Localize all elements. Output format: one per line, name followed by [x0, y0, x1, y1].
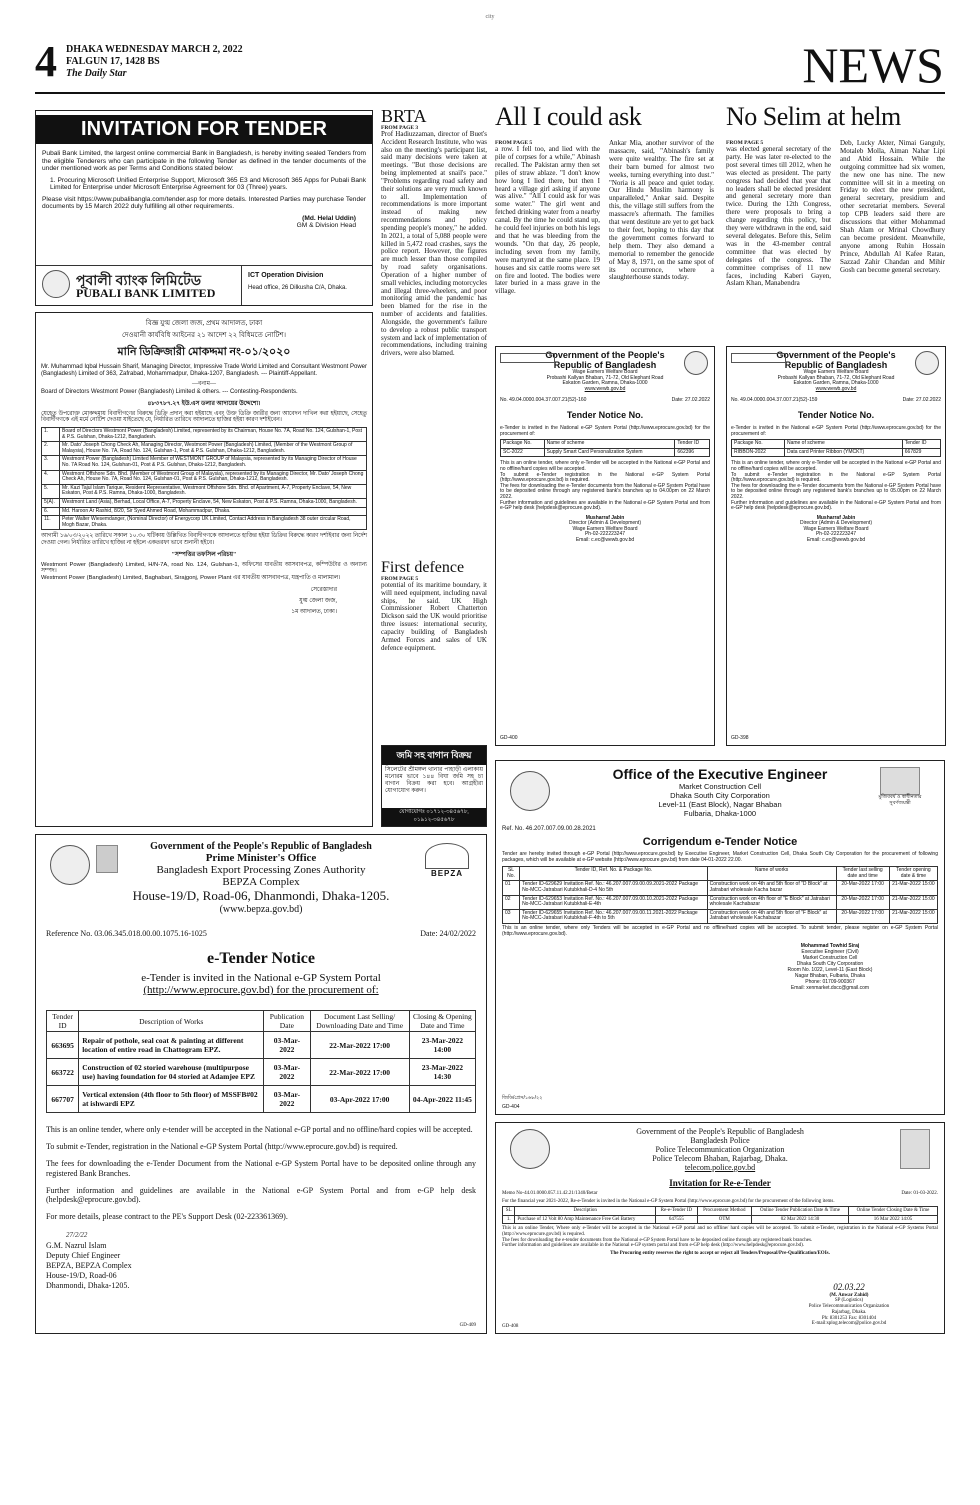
all-i-could-ask-col2	[609, 140, 714, 282]
wage2-addr: Probashi Kallyan Bhaban, 71-72, Old Elephant Road	[777, 374, 895, 381]
exec-table-cell: Construction work on 4th and 5th floor of "F Block" at Jatrabari wholesale Kachabazar	[707, 909, 836, 923]
mujib-badge	[870, 767, 930, 806]
bepza-table-header: Closing & Opening Date and Time	[409, 1011, 475, 1032]
police-title: Invitation for Re-e-Tender	[669, 1178, 771, 1188]
land-ad-title: জমি সহ বাগান বিক্রয়	[382, 746, 486, 765]
masthead-date: DHAKA WEDNESDAY MARCH 2, 2022	[66, 44, 243, 55]
bepza-sub2: (http://www.eprocure.gov.bd) for the procurement of:	[143, 984, 379, 996]
section-label: city	[485, 14, 495, 20]
bepza-ref: Reference No. 03.06.345.018.00.00.1075.16-1025	[46, 929, 207, 938]
police-s3: Police Telecommunication Organization	[808, 1304, 890, 1309]
police-p4: The Procuring entity reserves the right to accept or reject all Tenders/Proposal/Pre-Qualification/EOIs.	[610, 1250, 830, 1256]
wage2-signer: Musharraf Jabin	[816, 514, 856, 521]
exec-gd: GD-404	[502, 1104, 520, 1111]
bepza-table-cell: Construction of 02 storied warehouse (multipurpose use) having foundation for 04 storied at Adamjee EPZ	[79, 1059, 264, 1086]
no-selim-col2	[840, 140, 945, 274]
bepza-sub: e-Tender is invited in the National e-GP System Portal	[141, 972, 381, 984]
pubali-tender-ad	[35, 110, 373, 306]
wage2-cell: Data card Printer Ribbon (YMCKT)	[784, 448, 902, 457]
wage2-cell: RIBBON-2022	[732, 448, 785, 457]
court-row-number: 6.	[42, 507, 60, 516]
exec-s3: Market Construction Cell	[802, 955, 858, 962]
section-title: NEWS	[802, 37, 944, 93]
wage1-table	[500, 439, 710, 457]
first-defence-body: potential of its maritime boundary, it will need equipment, including naval ships, he said. UK High Commissioner Robert Chatterton Dickson said the UK would prioritise three issues: international security, capacity building of Bangladesh Armed Forces and sales of UK defence equipment.	[381, 581, 487, 652]
exec-table-cell: 20-Mar-2022 17:00	[836, 895, 889, 909]
exec-s8: Email: xenmarket.dscc@gmail.com	[790, 985, 870, 992]
bepza-table	[46, 1010, 476, 1113]
wage1-signer: Musharraf Jabin	[585, 514, 625, 521]
court-h1: বিজ্ঞ যুগ্ম জেলা জজ, প্রথম আদালত, ঢাকা	[145, 319, 263, 327]
police-p1: This is an online Tender, Where only e-Tender will be accepted in the National e-GP portal and no offline/ hard copies will be accepted. To submit e-Tender, registration in the National e-GP Systems Portal (http://www.eprocure.gov.bd) is required.	[502, 1226, 938, 1237]
wage2-org: Wage Earners Welfare Board	[803, 369, 869, 375]
bepza-table-cell: 03-Mar-2022	[264, 1059, 310, 1086]
police-table-header: Description	[515, 1207, 656, 1216]
wage2-web[interactable]: www.wewb.gov.bd	[815, 385, 857, 392]
court-h2: দেওয়ানী কার্যবিধি আইনের ২১ আদেশ ২২ বিধিমতে নোটিশ।	[122, 331, 286, 339]
all-i-could-ask-article	[495, 104, 715, 130]
exec-table-cell: Tender ID-629653 Invitation Ref. No.: 46.207.007.09.00.10.2021-2022 Package No-MCC-Jatrabari Kutubkhali-E-4th	[520, 895, 708, 909]
all-i-could-ask-from: FROM PAGE 5	[495, 140, 533, 146]
police-date: Date: 01-03-2022.	[901, 1191, 938, 1196]
exec-s2: Executive Engineer (Civil)	[801, 949, 859, 956]
court-row-text: Peter Walter Wiesemdanger, (Nominal Director) of Energycorp UK Limited, Contact Address in Bangladesh 38 outer circular Road, Mogh Bazar, Dhaka.	[60, 516, 367, 530]
police-table-cell: 647555	[656, 1215, 698, 1224]
wage1-th: Package No.	[501, 440, 545, 449]
wage2-gov2: Republic of Bangladesh	[784, 360, 888, 370]
wage1-p3: The fees for downloading the e-Tender documents from the National e-GP System Portal have to be deposited online through any registered bank's branches up to 04.00pm on 22 March 2022.	[500, 482, 710, 500]
bepza-p4: Further information and guidelines are available in the National e-GP System Portal and from e-GP help desk (helpdesk@eprocure.gov.bd).	[46, 1185, 476, 1204]
exec-table-header: Tender opening date & time	[889, 867, 937, 881]
bepza-table-cell: 22-Mar-2022 17:00	[310, 1032, 409, 1059]
bepza-mujib-logo-icon	[50, 845, 90, 885]
wage1-lead: e-Tender is invited in the National e-GP System Portal (http://www.eprocure.gov.bd) for the procurement of:	[500, 424, 710, 437]
bepza-table-cell: 03-Apr-2022 17:00	[310, 1086, 409, 1113]
wage2-th: Package No.	[732, 440, 785, 449]
bepza-p1: This is an online tender, where only e-tender will be accepted in the National e-GP portal and no offline/hard copies will be accepted.	[46, 1125, 473, 1134]
wage1-cell: SC-2022	[501, 448, 545, 457]
police-s2: SP (Logistics)	[834, 1298, 864, 1304]
bepza-gov: Government of the People's Republic of Bangladesh	[150, 841, 372, 852]
exec-table	[502, 866, 938, 924]
court-table-row	[42, 427, 367, 441]
bepza-complex: BEPZA Complex	[222, 876, 300, 888]
wage2-gov: Government of the People's	[776, 350, 896, 360]
police-table-header: SL	[503, 1207, 515, 1216]
police-l3: Police Telecom Bhaban, Rajarbag, Dhaka.	[652, 1154, 788, 1163]
police-table-header: Re-e-Tender ID	[656, 1207, 698, 1216]
brta-from: FROM PAGE 3	[381, 125, 419, 131]
court-row-number: 5(A).	[42, 498, 60, 507]
pubali-item: 1. Procuring Microsoft Unified Enterprise Support, Microsoft 365 E3 and Microsoft 365 Apps for Pubali Bank Limited for Enterprise under Microsoft Enterprise Agreement for 03 (Three) years.	[50, 176, 366, 192]
mujib-portrait-icon	[880, 767, 920, 795]
wage1-th: Name of scheme	[544, 440, 675, 449]
police-signer: (M. Anwar Zahid)	[829, 1292, 869, 1298]
wage2-cell: 667829	[902, 448, 940, 457]
bepza-table-cell: 22-Mar-2022 17:00	[310, 1059, 409, 1086]
bepza-web[interactable]: (www.bepza.gov.bd)	[219, 904, 303, 915]
police-web[interactable]: telecom.police.gov.bd	[684, 1163, 756, 1172]
bepza-table-cell: 667707	[47, 1086, 79, 1113]
pubali-footer	[36, 265, 372, 305]
bepza-s5: Dhanmondi, Dhaka-1205.	[46, 1281, 130, 1291]
bepza-table-row	[47, 1086, 476, 1113]
wage1-p1: This is an online tender, where only e-Tender will be accepted in the National e-GP Portal and no offline/hard copies will be accepted.	[500, 460, 710, 472]
police-table	[502, 1206, 938, 1224]
brta-article	[381, 107, 487, 358]
bepza-table-cell: Vertical extension (4th floor to 5th floor) of MSSFB#02 at ishwardi EPZ	[79, 1086, 264, 1113]
bepza-table-cell: 03-Mar-2022	[264, 1032, 310, 1059]
pubali-division: ICT Operation Division	[248, 272, 324, 279]
police-table-cell: 1.	[503, 1215, 515, 1224]
court-case: ৪৮৩৭৮৭.২৭ ইউ.এস ডলার আদায়ের উদ্দেশ্যে।	[147, 400, 261, 407]
court-defendant: Board of Directors Westmont Power (Bangladesh) Limited & others. --- Contesting-Respondents.	[41, 388, 298, 395]
court-sig2: যুগ্ম জেলা জজ,	[299, 597, 337, 604]
exec-l2: Dhaka South City Corporation	[670, 791, 770, 800]
pubali-signer: (Md. Helal Uddin)	[302, 215, 356, 223]
pubali-bank-en: PUBALI BANK LIMITED	[76, 286, 216, 300]
bepza-table-cell: 23-Mar-2022 14:00	[409, 1032, 475, 1059]
exec-table-row	[503, 881, 938, 895]
wage1-p4: Further information and guidelines are available in the National e-GP System Portal and from e-GP help desk (helpdesk@eprocure.gov.bd).	[500, 499, 710, 512]
first-defence-article	[381, 560, 487, 652]
wage2-p1: This is an online tender, where only e-Tender will be accepted in the National e-GP Portal and no offline/hard copies will be accepted.	[731, 460, 941, 472]
wage2-gd: GD-398	[731, 735, 749, 742]
court-table-row	[42, 516, 367, 530]
wage2-mujib-badge	[731, 353, 786, 363]
exec-table-cell: 02	[503, 895, 520, 909]
court-table	[41, 427, 367, 530]
wage1-gov2: Republic of Bangladesh	[553, 360, 657, 370]
court-table-row	[42, 498, 367, 507]
wage2-s3: Wage Earners Welfare Board	[803, 525, 869, 532]
bepza-logo-text: BEPZA	[430, 869, 464, 878]
police-lead: For the financial year 2021-2022, Re-e-Tender is invited in the National e-GP System Portal (http://www.eprocure.gov.bd) for the procurement of the following items.	[502, 1198, 835, 1204]
exec-table-cell: 20-Mar-2022 17:00	[836, 881, 889, 895]
court-table-row	[42, 442, 367, 456]
no-selim-col1	[726, 140, 831, 288]
bepza-logo	[422, 843, 472, 878]
wage1-s4: Ph-02-222223247	[584, 531, 626, 538]
exec-table-cell: 21-Mar-2022 15:00	[889, 895, 937, 909]
bepza-s2: Deputy Chief Engineer	[46, 1251, 121, 1261]
court-row-number: 1.	[42, 427, 60, 441]
police-s5: Ph: 8301253 Fax: 8301404	[821, 1315, 877, 1321]
exec-table-header: SL No.	[503, 867, 520, 881]
police-gov: Government of the People's Republic of Bangladesh	[636, 1127, 804, 1136]
wage1-th: Tender ID	[675, 440, 710, 449]
exec-table-cell: 03	[503, 909, 520, 923]
police-p2: The fees for downloading the e-tender documents from the National e-GP System Portal have to be deposited online through any registered bank branches.	[502, 1237, 813, 1243]
police-s4: Rajarbag, Dhaka.	[831, 1309, 867, 1315]
court-row-number: 3.	[42, 456, 60, 470]
wage2-s2: Director (Admin & Development)	[800, 520, 872, 527]
bepza-p2: To submit e-Tender, registration in the National e-GP System Portal (http://www.eprocure.gov.bd) is required.	[46, 1142, 398, 1152]
bepza-auth: Bangladesh Export Processing Zones Authority	[156, 864, 366, 876]
masthead-rule	[35, 92, 945, 94]
first-defence-title: First defence	[381, 559, 465, 576]
mujib-portrait-icon	[96, 845, 118, 873]
pubali-title: INVITATION FOR TENDER	[36, 115, 372, 144]
all-i-could-ask-col1	[495, 140, 600, 296]
police-notice	[495, 1122, 945, 1334]
exec-s7: Phone: 01709-900367	[805, 979, 855, 986]
wage1-p2: To submit e-Tender registration in the National e-GP System Portal (http://www.eprocure.gov.bd) is required.	[500, 471, 710, 484]
land-ad-contact: যোগাযোগঃ ০১৭১২-৩৪৫৬৭৮, ০১৯১২-৩৪৫৬৭৮	[382, 808, 486, 826]
bepza-table-header: Document Last Selling/ Downloading Date and Time	[310, 1011, 409, 1032]
police-l1: Bangladesh Police	[690, 1136, 750, 1145]
wage2-lead: e-Tender is invited in the National e-GP System Portal (http://www.eprocure.gov.bd) for the procurement of:	[731, 424, 941, 437]
wage1-cell: 662396	[675, 448, 710, 457]
police-gd: GD-408	[502, 1324, 519, 1330]
wage2-title: Tender Notice No.	[797, 409, 875, 420]
court-table-row	[42, 456, 367, 470]
bepza-p3: The fees for downloading the e-Tender Document from the National e-GP System Portal have to be deposited online through any registered Bank Branches.	[46, 1159, 476, 1178]
exec-l4: Fulbaria, Dhaka-1000	[683, 809, 757, 818]
bepza-notice	[35, 834, 487, 1334]
exec-right-note: মুজিববর্ষ ও স্বাধীনতার সুবর্ণজয়ন্তী	[878, 794, 922, 806]
court-table-row	[42, 484, 367, 498]
bepza-gd: GD-409	[459, 1323, 476, 1329]
bepza-table-cell: 23-Mar-2022 14:30	[409, 1059, 475, 1086]
wage-notice-2	[726, 346, 946, 746]
pubali-signer-title: GM & Division Head	[296, 222, 356, 230]
first-defence-from: FROM PAGE 5	[381, 576, 419, 582]
court-row-text: Mr. Dato' Joseph Chong Check Ah, Managing Director, Westmont Power (Bangladesh) Limited, (Member of the Westmont Group of Malaysia), House No. 7A, Road No. 124, Gulshan-1, Post & P.S. Gulshan, Dhaka-1212, Bangladesh.	[60, 442, 367, 456]
police-l2: Police Telecommunication Organization	[655, 1145, 785, 1154]
pubali-visit: Please visit https://www.pubalibangla.com/tender.asp for more details. Interested Parties may purchase Tender documents by 15 March 2022 duly fulfilling all other requirements.	[42, 195, 366, 211]
exec-s4: Dhaka South City Corporation	[796, 961, 864, 968]
exec-corr: Corrigendum e-Tender Notice	[642, 836, 798, 848]
police-table-cell: 02 Mar 2022 14:30	[751, 1215, 848, 1224]
exec-table-cell: Construction work on 4th floor of "E Block" at Jatrabari wholesale Kachabazar	[707, 895, 836, 909]
exec-l3: Level-11 (East Block), Nagar Bhaban	[658, 800, 782, 809]
bepza-signature: 27/2/22	[66, 1231, 88, 1240]
court-schedule-2: Westmont Power (Bangladesh) Limited, Baghabari, Sirajgonj, Power Plant এর যাবতীয় আসবাবপত্র, যন্ত্রপাতি ও মালামাল।	[41, 574, 341, 581]
wage2-date: Date: 27.02.2022	[902, 397, 941, 404]
wage2-th: Name of scheme	[784, 440, 902, 449]
court-table-row	[42, 470, 367, 484]
no-selim-title: No Selim at helm	[726, 102, 901, 131]
masthead-bangla-date: FALGUN 17, 1428 BS	[66, 56, 160, 67]
exec-table-header: Tender ID, Ref. No. & Package No.	[520, 867, 708, 881]
wage1-addr2: Eskaton Garden, Ramna, Dhaka-1000	[562, 380, 648, 387]
exec-ref: Ref. No. 46.207.007.09.00.28.2021	[502, 826, 596, 832]
wage1-mujib-badge	[500, 353, 555, 363]
police-table-header: Procurement Method	[697, 1207, 751, 1216]
exec-note: This is an online tender, where only Tenders will be accepted in e-GP Portal and no offline/hard copies will be accepted. To submit tender, please register on e-GP System Portal (http://www.eprocure.gov.bd).	[502, 924, 938, 937]
court-schedule-title: "সম্পত্তির তফসিল পরিচয়"	[171, 551, 237, 558]
bepza-table-header: Publication Date	[264, 1011, 310, 1032]
police-table-header: Online Tender Closing Date & Time	[849, 1207, 938, 1216]
all-i-could-ask-title: All I could ask	[495, 102, 642, 131]
bepza-addr: House-19/D, Road-06, Dhanmondi, Dhaka-1205.	[132, 888, 390, 903]
exec-table-cell: 21-Mar-2022 15:00	[889, 909, 937, 923]
exec-table-cell: Tender ID-629629 Invitation Ref. No.: 46.207.007.09.00.09.2021-2022 Package No-MCC-Jatrabari Kutubkhali-D-4 No 5th	[520, 881, 708, 895]
wage1-date: Date: 27.02.2022	[671, 397, 710, 404]
wage2-table	[731, 439, 941, 457]
wage1-s5: Email: c.ec@wewb.gov.bd	[575, 537, 635, 544]
exec-table-cell: 20-Mar-2022 17:00	[836, 909, 889, 923]
court-row-number: 2.	[42, 442, 60, 456]
land-sale-ad	[381, 745, 487, 827]
bepza-p5: For more details, please contract to the PE's Support Desk (02-223361369).	[46, 1212, 288, 1222]
land-ad-body: সিলেটের শ্রীমঙ্গল থানার পাহাড়ী এলাকায় মনোরম ভাবে ১৪৪ বিঘা জমি সহ চা বাগান বিক্রয় করা হবে। আগ্রহীরা যোগাযোগ করুন।	[385, 767, 483, 794]
exec-title: Office of the Executive Engineer	[612, 766, 828, 782]
pubali-bank-bn: পূবালী ব্যাংক লিমিটেড	[76, 272, 202, 288]
masthead-info	[66, 44, 243, 80]
bepza-s3: BEPZA, BEPZA Complex	[46, 1261, 132, 1271]
court-row-number: 11.	[42, 516, 60, 530]
bepza-title: e-Tender Notice	[207, 950, 315, 967]
pubali-logo-icon	[42, 270, 70, 298]
police-table-cell: 16 Mar 2022 14:05	[849, 1215, 938, 1224]
wage2-addr2: Eskaton Garden, Ramna, Dhaka-1000	[793, 380, 879, 387]
court-row-text: Westmont Offshore Sdn. Bhd. (Member of Westmont Group of Malaysia), represented by its Managing Director, Mr. Dato' Joseph Chong Check Ah, House No. 7A, Road No. 124, Gulshan-01, Post & P.S. Gulshan, Dhaka-1212, Bangladesh.	[60, 470, 367, 484]
bepza-table-cell: 663722	[47, 1059, 79, 1086]
wage2-s5: Email: c.ec@wewb.gov.bd	[806, 537, 866, 544]
exec-lead: Tender are hereby invited through e-GP Portal (http://www.eprocure.gov.bd) by Executive Engineer, Market Construction Cell, Dhaka South City Corporation for the procurement of following packages, which will be available at e-GP website (http://www.eprocure.gov.bd) from date 04-01-2022 22.00.	[502, 851, 938, 863]
bepza-table-row	[47, 1059, 476, 1086]
bepza-gear-icon	[425, 843, 469, 869]
court-plaintiff: Mr. Muhammad Iqbal Hussain Sharif, Managing Director, Impressive Trade World Limited and Consultant Westmont Power (Bangladesh) Limited of 363, Zafrabad, Mohammadpur, Dhaka-1207, Bangladesh. --- Plaintiff-Appellant.	[41, 364, 367, 377]
court-sig3: ১ম আদালত, ঢাকা।	[291, 608, 337, 615]
wage1-gd: GD-400	[500, 735, 518, 742]
exec-signer: Mohammad Towhid Siraj	[800, 943, 860, 950]
court-row-text: Mr. Kazi Tajul Islam Tarique, Resident Representative, Westmont Offshore Sdn. Bhd. of Apartment, A-7, Property Enclave, 54, New Eskaton, Post & P.S. Ramna, Dhaka-1000, Bangladesh.	[60, 484, 367, 498]
pubali-intro: Pubali Bank Limited, the largest online commercial Bank in Bangladesh, is hereby inviting sealed Tenders from the eligible Tenderers who can participate in the following Tender as defined in the tender documents of the under mentioned work as per Terms and Conditions stated below:	[42, 150, 366, 173]
wage1-emblem-icon	[684, 351, 708, 375]
wage1-web[interactable]: www.wewb.gov.bd	[584, 385, 626, 392]
wage1-no: No. 49.04.0000.004.37.007.21(52)-160	[500, 397, 587, 404]
police-memo: Memo No-44.01.0000.057.11.42.21/1340/Betar	[502, 1191, 598, 1196]
wage1-s2: Director (Admin & Development)	[569, 520, 641, 527]
police-table-cell: Purchase of 12 Volt 80 Amp Maintenance Free Gel Battery	[515, 1215, 656, 1224]
court-notice	[35, 312, 373, 827]
exec-engineer-notice	[495, 760, 945, 1115]
brta-title: BRTA	[381, 106, 427, 126]
exec-table-row	[503, 909, 938, 923]
court-versus: —বনাম—	[192, 380, 216, 387]
court-sig1: সেরেস্তাদার	[310, 586, 337, 593]
wage2-s4: Ph-02-222223247	[815, 531, 857, 538]
page-number: 4	[35, 37, 57, 86]
all-i-could-ask-text-1: a row. I fell too, and lied with the pile of corpses for a while," Abinash recalled. The Pakistan army then set piles of straw ablaze. "I don't know how long I lied there, but then I heard a village girl asking if anyone was alive." "All I could ask for was some water." The girl went and fetched drinking water from a nearby canal. By the time he could stand up, he could feel injuries on both his legs and that he was bleeding from the wounds. "On that day, 26 people, including seven from my family, were martyred at the same place. 19 houses and six cattle rooms were set on fire and looted. The bodies were later buried in a mass grave in the village.	[495, 145, 600, 296]
wage1-title: Tender Notice No.	[566, 409, 644, 420]
brta-body: Prof Hadiuzzaman, director of Buet's Accident Research Institute, who was also on the meeting's participant list, said many decisions were taken at meetings. "But those decisions are being implemented at snail's pace." "Problems regarding road safety and their solutions are very much known to all. Implementation of recommendations is more important instead of making new recommendations and policy spending people's money," he added. In 2021, a total of 5,088 people were killed in 5,472 road crashes, says the police report. However, the figures are much lesser than those compiled by road safety organisations. Operation of a higher number of small vehicles, including motorcycles and illegal three-wheelers, and poor monitoring amid the pandemic has been blamed for the rise in the number of accidents and fatalities. Alongside, the government's failure to develop a robust public transport system and lack of implementation of recommendations, including training drivers, were also blamed.	[381, 130, 487, 358]
bepza-signer: G.M. Nazrul Islam	[46, 1241, 107, 1251]
wage2-p3: The fees for downloading the e-Tender documents from the National e-GP System Portal have to be deposited online through any registered bank's branches up to 05.00pm on 22 March 2022.	[731, 482, 941, 500]
court-para: যেহেতু উপরোক্ত মোকদ্দমায় বিবাদীগণের বিরুদ্ধে ডিক্রি প্রদান করা হইয়াছে এবং উক্ত ডিক্রি জারীর জন্য আবেদন দাখিল করা হইয়াছে, সেহেতু বিবাদীগণকে এই মর্মে নোটিশ দেওয়া যাইতেছে যে, নির্ধারিত তারিখে আদালতে হাজির হইয়া কারণ দর্শাইবেন।	[41, 410, 367, 424]
police-logo-icon	[510, 1129, 550, 1169]
bepza-table-cell: Repair of pothole, seal coat & painting at different location of entire road in Chattogram EPZ.	[79, 1032, 264, 1059]
court-h3: মানি ডিক্রিজারী মোকদ্দমা নং-০১/২০২০	[117, 346, 291, 358]
wage2-no: No. 49.04.0000.004.37.007.21(52)-159	[731, 397, 818, 404]
mujib-portrait-icon	[900, 1129, 930, 1169]
bepza-pmo: Prime Minister's Office	[205, 852, 317, 864]
court-row-text: Board of Directors Westmont Power (Bangladesh) Limited, represented by its Chairman, House No. 7A, Road No. 124, Gulshan-1, Post & P.S. Gulshan, Dhaka-1212, Bangladesh.	[60, 427, 367, 441]
wage2-p4: Further information and guidelines are available in the National e-GP System Portal and from e-GP help desk (helpdesk@eprocure.gov.bd).	[731, 499, 941, 512]
dscc-logo-icon	[510, 771, 550, 811]
bepza-table-cell: 04-Apr-2022 11:45	[409, 1086, 475, 1113]
court-row-number: 5.	[42, 484, 60, 498]
court-para2: আগামী ১৬/০৩/২০২২ তারিখে সকাল ১০.৩০ ঘটিকায় উল্লিখিত বিবাদীগণকে আদালতে হাজির হইয়া ডিক্রির বিরুদ্ধে কারণ দর্শাইবার জন্য নির্দেশ দেওয়া গেল। নির্ধারিত তারিখে হাজির না হইলে একতরফা ভাবে শুনানী হইবে।	[41, 533, 367, 546]
bepza-date: Date: 24/02/2022	[420, 929, 476, 938]
bepza-table-header: Tender ID	[47, 1011, 79, 1032]
pubali-address: Head office, 26 Dilkusha C/A, Dhaka.	[248, 285, 347, 291]
court-schedule-1: Westmont Power (Bangladesh) Limited, H/N-7A, road No. 124, Gulshan-1, অফিসের যাবতীয় আসবাবপত্র, কম্পিউটার ও অন্যান্য সম্পদ।	[41, 561, 367, 575]
exec-s6: Nagar Bhaban, Fulbaria, Dhaka	[794, 973, 866, 980]
court-row-number: 4.	[42, 470, 60, 484]
bepza-table-row	[47, 1032, 476, 1059]
bepza-table-cell: 663695	[47, 1032, 79, 1059]
court-row-text: Westmont Land (Asia), Berhad, Local Office, A-7, Property Enclave, 54, New Eskaton, Post & P.S. Ramna, Dhaka-1000, Bangladesh.	[60, 498, 367, 507]
no-selim-article	[726, 104, 946, 130]
exec-l1: Market Construction Cell	[678, 782, 762, 791]
no-selim-text-1: was elected general secretary of the party. He was later re-elected to the post several times till 2012, when he was elected as president. The party congress had decided that year that no leaders shall be elected president and general secretary more than twice. During the 12th Congress, there were proposals to bring a change regarding this policy, but they were withdrawn in the end, said several delegates. Before this, Selim was in the 43-member central committee that was elected by delegates of the congress. The committee comprises of 11 new faces, including Kaberi Gayen, Aslam Khan, Manabendra	[726, 145, 831, 288]
wage1-addr: Probashi Kallyan Bhaban, 71-72, Old Elephant Road	[546, 374, 664, 381]
exec-table-header: Name of works	[707, 867, 836, 881]
all-i-could-ask-text-2: Ankar Mia, another survivor of the massacre, said, "Abinash's family were quite wealthy. The fire set at their barn burned for almost two weeks, turning everything into dust." "Noria is all peace and quiet today. Our Hindu Muslim harmony is unparalleled," Ankar said. Despite this, the village still suffers from the massacre's aftermath. The families that went destitute are yet to get back to their feet, hoping to this day that the government comes forward to help them. They also demand a memorial to remember the genocide of May 8, 1971, on the same spot of its occurrence, where a slaughterhouse stands today.	[609, 139, 714, 282]
exec-bn-ref: জিডি/প্রেস/১৬৮/২২	[502, 1095, 543, 1102]
police-table-cell: OTM	[697, 1215, 751, 1224]
masthead-paper: The Daily Star	[66, 68, 127, 79]
court-table-row	[42, 507, 367, 516]
exec-s5: Room No. 1022, Level-11 (East Block)	[787, 967, 873, 974]
bepza-s4: House-19/D, Road-06	[46, 1271, 117, 1281]
wage1-gov: Government of the People's	[545, 350, 665, 360]
wage2-emblem-icon	[915, 351, 939, 375]
police-signature: 02.03.22	[833, 1282, 865, 1293]
exec-table-header: Tender last selling date and time	[836, 867, 889, 881]
bepza-table-cell: 03-Mar-2022	[264, 1086, 310, 1113]
exec-table-cell: Tender ID-629655 Invitation Ref. No.: 46.207.007.09.00.11.2021-2022 Package No-MCC-Jatrabari Kutubkhali-F-4th to 5th	[520, 909, 708, 923]
exec-table-cell: Construction work on 4th and 5th floor of "D Block" at Jatrabari wholesale Kacha bazar	[707, 881, 836, 895]
exec-table-cell: 21-Mar-2022 15:00	[889, 881, 937, 895]
police-s6: E-mail:splog.telecom@police.gov.bd	[811, 1321, 887, 1327]
court-row-text: Md. Haroon Ar Rashid, 8/20, Sir Syed Ahmed Road, Mohammadpur, Dhaka.	[60, 507, 367, 516]
no-selim-text-2: Deb, Lucky Akter, Nimai Ganguly, Motaleb Molla, Aiman Nahar Lipi and Abid Hossain. While the outgoing committee had six women, the new one has nine. The new committee will sit in a meeting on Friday to elect the new president, general secretary, presidium and other secretariat members. Several top CPB leaders said there are discussions that either Mohammad Shah Alam or Mrinal Chowdhury can become president. Meanwhile, anyone among Ruhin Hossain Prince, Abdullah Al Kafee Ratan, Sazzad Zahir Chandan and Mihir Gosh can become general secretary.	[840, 139, 945, 274]
police-table-header: Online Tender Publication Date & Time	[751, 1207, 848, 1216]
police-p3: Further information and guidelines are available in the National e-GP system portal and from e-GP help desk (http://www.helpdesk@eprocure.gov.bd).	[502, 1243, 804, 1249]
bepza-table-header: Description of Works	[79, 1011, 264, 1032]
exec-table-cell: 01	[503, 881, 520, 895]
no-selim-from: FROM PAGE 5	[726, 140, 764, 146]
wage1-org: Wage Earners Welfare Board	[572, 369, 638, 375]
wage1-s3: Wage Earners Welfare Board	[572, 525, 638, 532]
court-row-text: Westmont Power (Bangladesh) Limited Member of WESTMONT GROUP of Malaysia, represented by its Managing Director of House No. 7A Road No. 124, Gulshan-01, Post & P.S. Gulshan, Dhaka-1212, Bangladesh.	[60, 456, 367, 470]
wage-notice-1	[495, 346, 715, 746]
wage2-p2: To submit e-Tender registration in the National e-GP System Portal (http://www.eprocure.gov.bd) is required.	[731, 471, 941, 484]
wage1-cell: Supply Smart Card Personalization System	[544, 448, 675, 457]
exec-table-row	[503, 895, 938, 909]
wage2-th: Tender ID	[902, 440, 940, 449]
